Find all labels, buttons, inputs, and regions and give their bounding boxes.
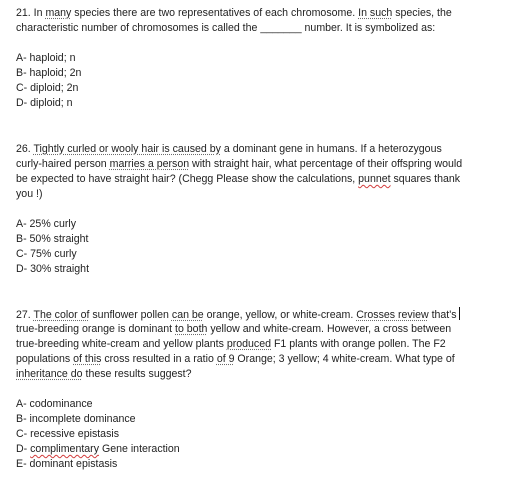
q21-text-line-1: 21. In many species there are two representatives of each chromosome. In such species, the	[16, 7, 452, 19]
q27-option-d: D- complimentary Gene interaction	[16, 443, 180, 455]
q21-option-c: C- diploid; 2n	[16, 82, 79, 94]
q26-option-b: B- 50% straight	[16, 233, 89, 245]
q21-option-b: B- haploid; 2n	[16, 67, 82, 79]
text-cursor	[459, 307, 460, 320]
q27-option-b: B- incomplete dominance	[16, 413, 136, 425]
q26-option-d: D- 30% straight	[16, 263, 90, 275]
q27-text-line-3: true-breeding white-cream and yellow plants produced F1 plants with orange pollen. The F2	[16, 338, 446, 350]
q21-option-a: A- haploid; n	[16, 52, 76, 64]
q26-text-line-2: curly-haired person marries a person with straight hair, what percentage of their offspring would	[16, 158, 463, 170]
q26-text-line-3: be expected to have straight hair? (Chegg Please show the calculations, punnet squares thank	[16, 173, 461, 185]
q27-option-c: C- recessive epistasis	[16, 428, 120, 440]
q27-option-e: E- dominant epistasis	[16, 458, 118, 470]
q27-text-line-4: populations of this cross resulted in a ratio of 9 Orange; 3 yellow; 4 white-cream. What type of	[16, 353, 455, 365]
q27-text-line-1[interactable]: 27. The color of sunflower pollen can be orange, yellow, or white-cream. Crosses review that's	[16, 307, 460, 322]
q26-option-c: C- 75% curly	[16, 248, 77, 260]
q26-text-line-1: 26. Tightly curled or wooly hair is caused by a dominant gene in humans. If a heterozygous	[16, 143, 442, 155]
q21-option-d: D- diploid; n	[16, 97, 73, 109]
q27-option-a: A- codominance	[16, 398, 93, 410]
q26-option-a: A- 25% curly	[16, 218, 77, 230]
q27-text-line-5: inheritance do these results suggest?	[16, 368, 192, 380]
q27-text-line-2: true-breeding orange is dominant to both yellow and white-cream. However, a cross between	[16, 323, 452, 335]
q26-text-line-4: you !)	[16, 188, 43, 200]
q21-text-line-2: characteristic number of chromosomes is called the _______ number. It is symbolized as:	[16, 22, 436, 34]
